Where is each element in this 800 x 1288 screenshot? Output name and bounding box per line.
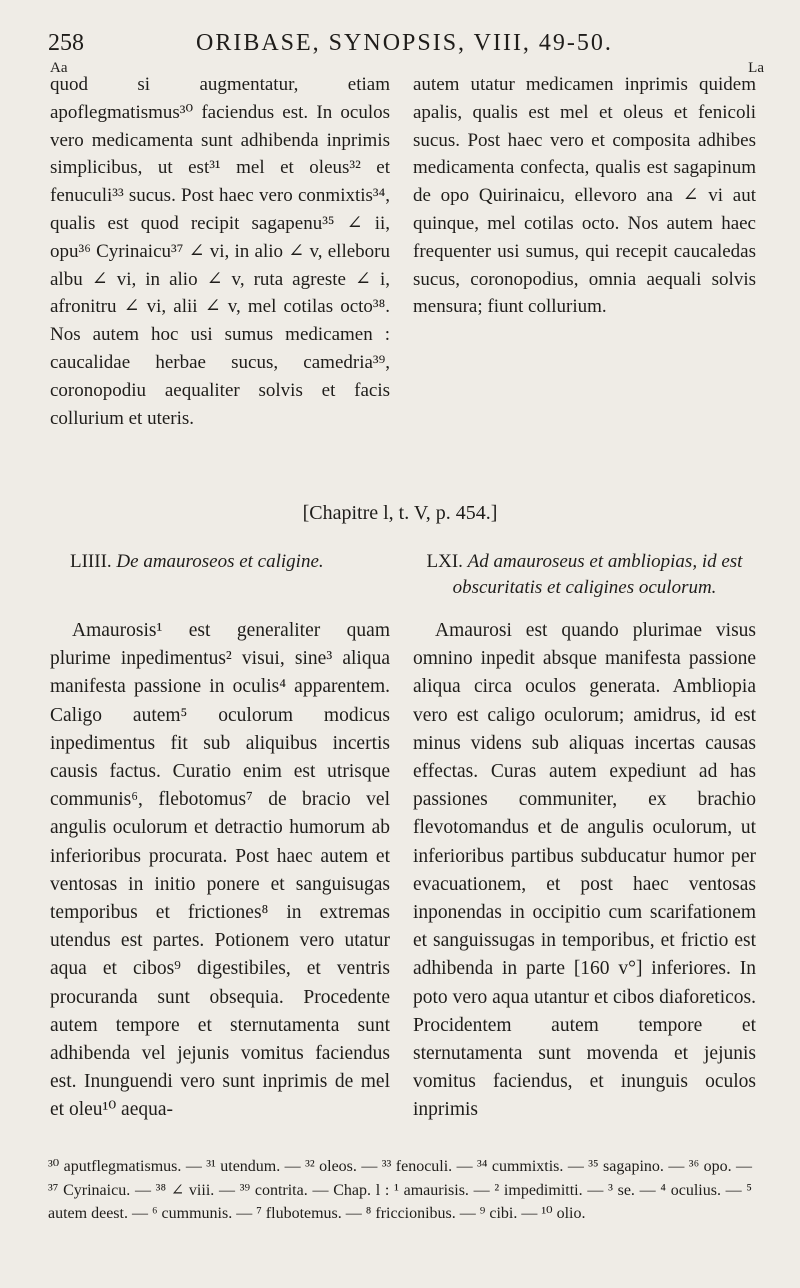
page-number: 258 bbox=[48, 30, 84, 56]
right-heading-title: Ad amauroseus et ambliopias, id est obscuritatis et caligines oculorum. bbox=[452, 551, 743, 598]
right-section-heading bbox=[413, 549, 756, 601]
footnotes: ³⁰ aputflegmatismus. — ³¹ utendum. — ³² oleos. — ³³ fenoculi. — ³⁴ cummixtis. — ³⁵ sagapino. — ³⁶ opo. — ³⁷ Cyrinaicu. — ³⁸ ∠ viii. — ³⁹ contrita. — Chap. l : ¹ amaurisis. — ² impedimitti. — ³ se. — ⁴ oculius. — ⁵ autem deest. — ⁶ cummunis. — ⁷ flubotemus. — ⁸ friccionibus. — ⁹ cibi. — ¹⁰ olio. bbox=[48, 1158, 752, 1222]
right-top-text: autem utatur medicamen inprimis quidem apalis, qualis est mel et oleus et fenicoli sucus. Post haec vero et composita adhibes medicamenta confecta, qualis est sagapinum de opo Quirinaicu, ellevoro ana ∠ vi aut quinque, mel cotilas octo. Nos autem haec frequenter usi sumus, qui recepit caucaledas sucus, coronopodius, omnia aequali solvis mensura; fiunt collurium. bbox=[413, 74, 756, 318]
left-heading-title: De amauroseos et caligine. bbox=[116, 551, 324, 572]
right-column-bottom bbox=[413, 617, 756, 1125]
right-heading-number: LXI. bbox=[426, 551, 463, 572]
chapter-reference: [Chapitre l, t. V, p. 454.] bbox=[302, 502, 498, 524]
left-top-text: quod si augmentatur, etiam apoflegmatismus³⁰ faciendus est. In oculos vero medicamenta sunt adhibenda inprimis simplicibus, ut est³¹ mel et oleus³² et fenuculi³³ sucus. Post haec vero conmixtis³⁴, qualis est quod recipit sagapenu³⁵ ∠ ii, opu³⁶ Cyrinaicu³⁷ ∠ vi, in alio ∠ v, elleboru albu ∠ vi, in alio ∠ v, ruta agreste ∠ i, afronitru ∠ vi, alii ∠ v, mel cotilas octo³⁸. Nos autem hoc usi sumus medicamen : caucalidae herbae sucus, camedria³⁹, coronopodiu aequaliter solvis et facis collurium et uteris. bbox=[50, 74, 390, 429]
left-column-bottom bbox=[50, 617, 390, 1125]
left-manuscript-marker: Aa bbox=[50, 60, 68, 76]
right-manuscript-marker: La bbox=[748, 60, 764, 76]
running-title: ORIBASE, SYNOPSIS, VIII, 49-50. bbox=[196, 30, 613, 56]
left-heading-number: LIIII. bbox=[70, 551, 112, 572]
right-column-top bbox=[413, 71, 756, 321]
right-bottom-text: Amaurosi est quando plurimae visus omnino inpedit absque manifesta passione aliqua circa oculos generata. Ambliopia vero est caligo oculorum; amidrus, id est minus videns sub aliquas incertas causas effectas. Curas autem expediunt ad has passiones communiter, ex brachio flevotomandus et de angulis oculorum, ut inferioribus partibus subducatur humor per evacuationem, et post haec ventosas inponendas in occipitio cum scarifationem et sanguissugas in temporibus, et frictio est adhibenda in parte [160 v°] inferiores. In poto vero aqua utantur et cibos diaforeticos. Procidentem autem tempore et sternutamenta sunt movenda et jejunis vomitus faciendus, et inunguis oculos inprimis bbox=[413, 620, 756, 1121]
left-column-top bbox=[50, 71, 390, 432]
left-bottom-text: Amaurosis¹ est generaliter quam plurime inpedimentus² visui, sine³ aliqua manifesta passione in oculis⁴ apparentem. Caligo autem⁵ oculorum modicus inpedimentus fit sub aliquibus incertis causis factus. Curatio enim est utrisque communis⁶, flebotomus⁷ de bracio vel angulis oculorum et detractio humorum ab inferioribus procurata. Post haec autem et ventosas in initio ponere et sanguisugas temporibus et frictiones⁸ in extremas utendus est partes. Potionem vero utatur aqua et cibos⁹ digestibiles, et ventris procuranda sunt obsequia. Procedente autem tempore et sternutamenta sunt adhibenda vel jejunis vomitus faciendus est. Inunguendi vero sunt inprimis de mel et oleu¹⁰ aequa- bbox=[50, 620, 390, 1121]
left-section-heading bbox=[70, 549, 400, 575]
